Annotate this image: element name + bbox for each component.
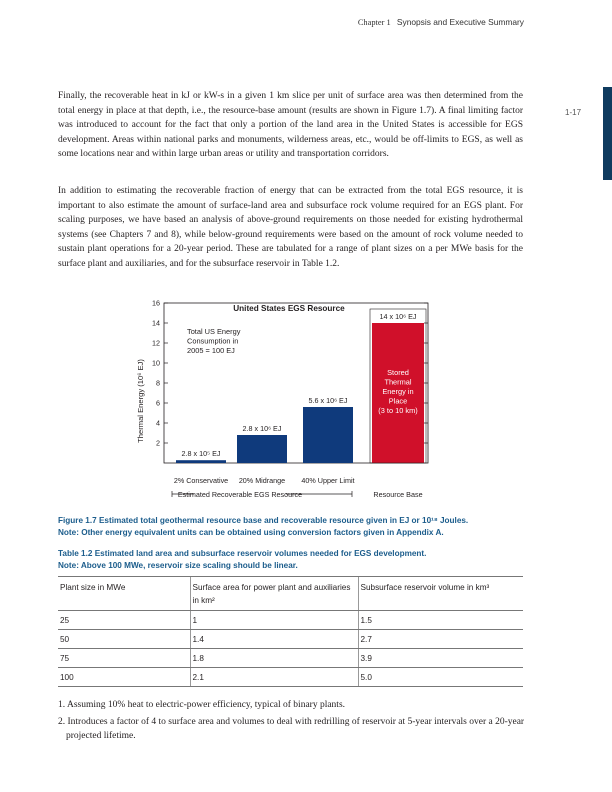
y-tick-label: 16	[152, 298, 160, 308]
table-cell: 1.8	[190, 649, 358, 668]
bar-value-label: 2.8 x 10⁶ EJ	[242, 424, 282, 433]
stored-energy-annotation: Thermal	[384, 377, 412, 387]
figure-caption	[58, 515, 528, 539]
chart-title: United States EGS Resource	[233, 304, 345, 313]
table-cell: 2.7	[358, 630, 523, 649]
y-tick-label: 12	[152, 338, 160, 348]
y-tick-label: 4	[156, 418, 160, 428]
stored-energy-annotation: Stored	[387, 368, 409, 377]
table-cell: 25	[58, 611, 190, 630]
bar-value-label: 14 x 10⁶ EJ	[379, 312, 417, 321]
footnote-2: 2. Introduces a factor of 4 to surface area and volumes to deal with redrilling of reservoir at 5-year intervals over a 20-year projected lifetime.	[58, 716, 525, 742]
paragraph-1: Finally, the recoverable heat in kJ or kW-s in a given 1 km slice per unit of surface area was then determined from the total energy in place at that depth, i.e., the resource-base amount (results are shown in Figure 1.7). A final limiting factor was introduced to account for the fact that only a portion of the land area in the United States is accessible for EGS development. Areas within national parks and monuments, wilderness areas, etc., would be off-limits to EGS, as well as some locations near and within large urban areas or utility and transportation corridors.	[58, 91, 523, 160]
table-row	[58, 630, 523, 649]
paragraph-2: In addition to estimating the recoverable fraction of energy that can be extracted from the total EGS resource, it is important to also estimate the amount of surface-land area and subsurface rock volume required for an EGS plant. For scaling purposes, we have based an analysis of above-ground requirements on those needed for existing hydrothermal systems (see Chapters 7 and 8), while below-ground requirements were based on the amount of rock volume needed to sustain plant operations for a 20-year period. These are tabulated for a range of plant sizes on a per MWe basis for the surface plant and auxiliaries, and for the subsurface reservoir in Table 1.2.	[58, 186, 523, 269]
y-tick-label: 14	[152, 318, 160, 328]
table-cell: 50	[58, 630, 190, 649]
chapter-label: Chapter 1	[357, 18, 391, 27]
table-cell: 2.1	[190, 668, 358, 687]
table-cell: 1.4	[190, 630, 358, 649]
y-tick-label: 2	[156, 438, 160, 448]
header-plant-size: Plant size in MWe	[58, 577, 190, 611]
recoverable-resource-label: Estimated Recoverable EGS Resource	[177, 490, 303, 499]
y-axis-label: Thermal Energy (10⁶ EJ)	[136, 359, 145, 443]
bar-2	[237, 435, 287, 463]
table-caption	[58, 548, 528, 572]
egs-resource-chart	[130, 295, 440, 505]
table-caption-line-2: Note: Above 100 MWe, reservoir size scaling should be linear.	[58, 561, 298, 571]
footnotes	[58, 698, 528, 746]
reservoir-volume-table	[58, 576, 523, 687]
table-cell: 75	[58, 649, 190, 668]
x-category-label: 20% Midrange	[238, 476, 286, 485]
figure-caption-line-2: Note: Other energy equivalent units can be obtained using conversion factors given in Appendix A.	[58, 528, 444, 538]
stored-energy-annotation: Energy in	[382, 387, 414, 396]
total-energy-annotation: Total US Energy	[187, 327, 241, 336]
table-cell: 100	[58, 668, 190, 687]
table-cell: 1.5	[358, 611, 523, 630]
bar-value-label: 2.8 x 10⁵ EJ	[181, 449, 221, 459]
figure-caption-line-1: Figure 1.7 Estimated total geothermal resource base and recoverable resource given in EJ or 10¹⁸ Joules.	[58, 516, 469, 525]
table-row	[58, 668, 523, 687]
total-energy-annotation: 2005 = 100 EJ	[187, 346, 235, 355]
x-category-label: 2% Conservative	[173, 476, 229, 485]
header-surface-area: Surface area for power plant and auxiliaries in km²	[190, 577, 358, 611]
bar-1	[176, 460, 226, 463]
page-number: 1-17	[565, 108, 582, 117]
chapter-title: Synopsis and Executive Summary	[396, 17, 524, 27]
running-header	[358, 17, 524, 27]
footnote-1: 1. Assuming 10% heat to electric-power efficiency, typical of binary plants.	[58, 700, 346, 710]
total-energy-annotation: Consumption in	[187, 336, 239, 346]
stored-energy-annotation: (3 to 10 km)	[378, 406, 418, 415]
table-caption-line-1: Table 1.2 Estimated land area and subsurface reservoir volumes needed for EGS development.	[58, 549, 427, 558]
chapter-side-tab	[603, 87, 612, 180]
table-row	[58, 649, 523, 668]
y-tick-label: 8	[156, 378, 160, 388]
y-tick-label: 10	[152, 358, 160, 368]
y-tick-label: 6	[156, 398, 160, 408]
table-cell: 5.0	[358, 668, 523, 687]
table-header-row	[58, 577, 523, 611]
bar-3	[303, 407, 353, 463]
table-cell: 1	[190, 611, 358, 630]
x-category-label: 40% Upper Limit	[301, 476, 355, 485]
header-subsurface-volume: Subsurface reservoir volume in km³	[358, 577, 523, 611]
table-row	[58, 611, 523, 630]
table-cell: 3.9	[358, 649, 523, 668]
resource-base-label: Resource Base	[373, 490, 423, 499]
bar-value-label: 5.6 x 10⁶ EJ	[308, 396, 348, 405]
stored-energy-annotation: Place	[388, 396, 408, 406]
